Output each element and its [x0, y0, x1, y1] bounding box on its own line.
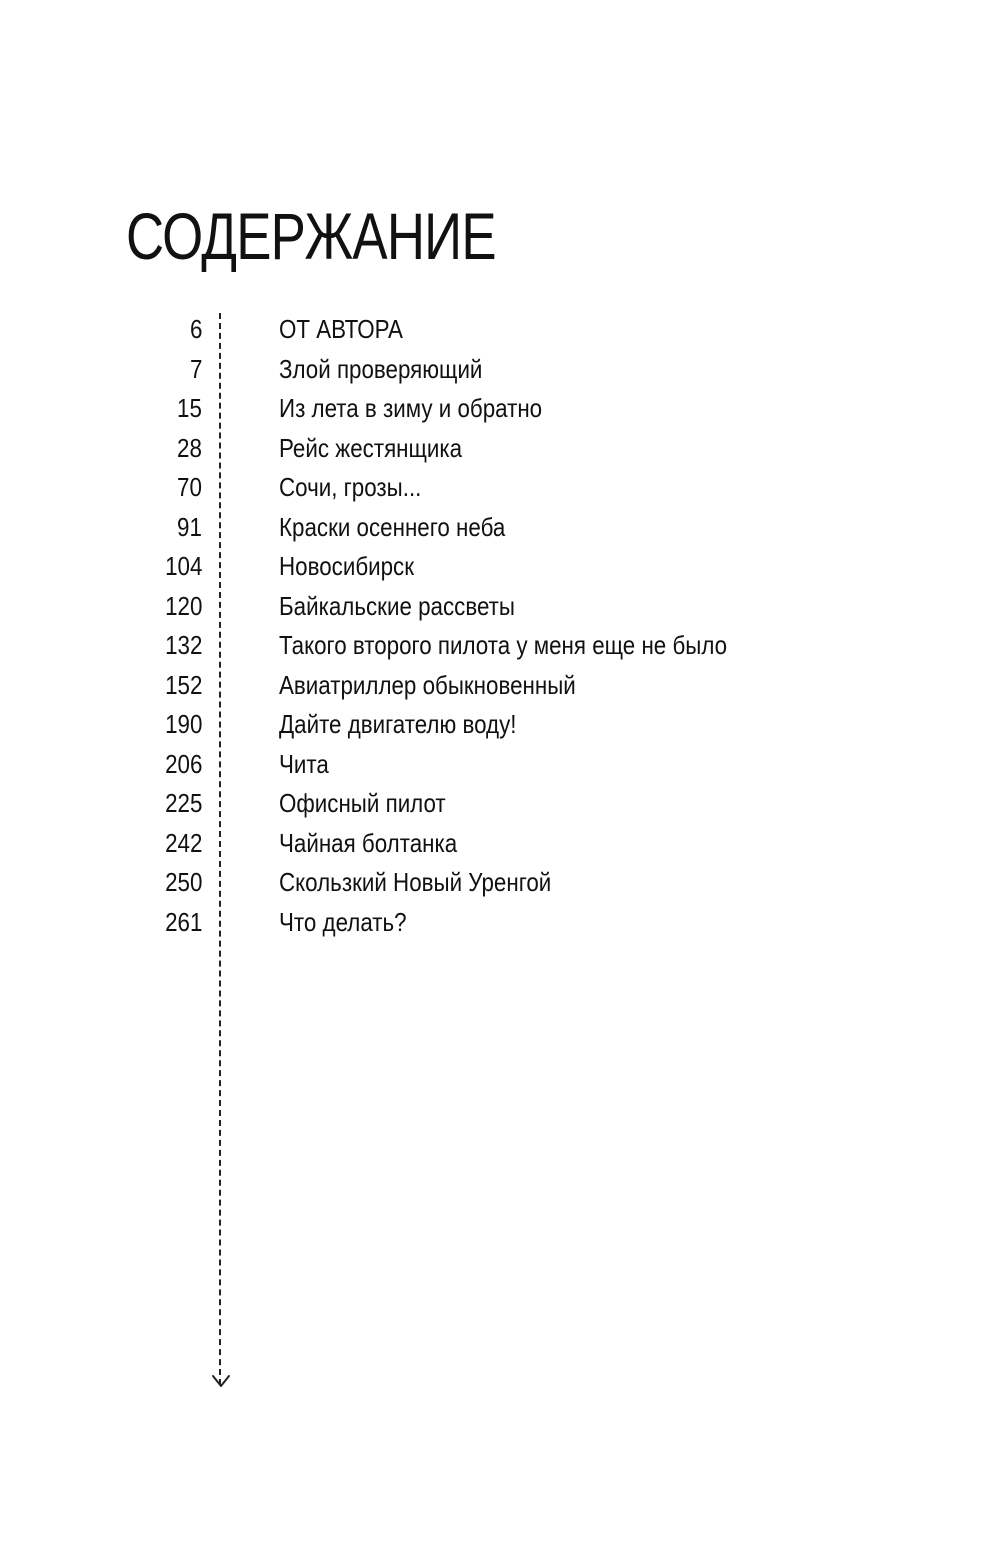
toc-page-number: 70: [177, 472, 202, 502]
toc-page-number: 15: [177, 393, 202, 423]
toc-chapter-title: Дайте двигателю воду!: [279, 709, 517, 739]
toc-chapter-title: Чита: [279, 748, 329, 779]
table-of-contents: [0, 309, 1000, 941]
toc-entry[interactable]: [0, 665, 1000, 705]
toc-entry[interactable]: [0, 349, 1000, 389]
toc-chapter-title: Авиатриллер обыкновенный: [279, 669, 576, 700]
toc-entry[interactable]: [0, 823, 1000, 863]
toc-chapter-title: Скользкий Новый Уренгой: [279, 867, 552, 897]
toc-page-number: 6: [189, 314, 202, 344]
toc-chapter-title: Из лета в зиму и обратно: [279, 393, 543, 423]
toc-entry[interactable]: [0, 586, 1000, 626]
toc-page-number: 190: [164, 709, 202, 739]
toc-chapter-title: ОТ АВТОРА: [279, 314, 403, 344]
toc-page-number: 206: [164, 748, 202, 779]
toc-page-number: 28: [177, 432, 202, 463]
toc-entry[interactable]: [0, 744, 1000, 784]
toc-page-number: 91: [177, 511, 202, 542]
toc-chapter-title: Байкальские рассветы: [279, 590, 515, 621]
toc-entry[interactable]: [0, 428, 1000, 468]
toc-chapter-title: Чайная болтанка: [279, 827, 458, 858]
toc-chapter-title: Краски осеннего неба: [279, 511, 506, 542]
toc-chapter-title: Новосибирск: [279, 551, 415, 581]
toc-page-number: 104: [164, 551, 202, 581]
toc-entry[interactable]: [0, 902, 1000, 942]
toc-page-number: 7: [189, 353, 202, 384]
toc-chapter-title: Что делать?: [279, 906, 407, 937]
toc-page-number: 132: [164, 630, 202, 660]
toc-chapter-title: Сочи, грозы...: [279, 472, 422, 502]
arrow-down-icon: [211, 1372, 231, 1390]
toc-chapter-title: Рейс жестянщика: [279, 432, 463, 463]
toc-page-number: 120: [164, 590, 202, 621]
toc-entry[interactable]: [0, 546, 1000, 586]
toc-entry[interactable]: [0, 467, 1000, 507]
toc-page-number: 261: [164, 906, 202, 937]
page-title: СОДЕРЖАНИЕ: [126, 199, 496, 273]
toc-page-number: 225: [164, 788, 202, 818]
toc-chapter-title: Такого второго пилота у меня еще не было: [279, 630, 728, 660]
toc-entry[interactable]: [0, 783, 1000, 823]
toc-entry[interactable]: [0, 309, 1000, 349]
toc-page-number: 152: [164, 669, 202, 700]
toc-entry[interactable]: [0, 704, 1000, 744]
toc-page-number: 250: [164, 867, 202, 897]
toc-entry[interactable]: [0, 862, 1000, 902]
dashed-divider-line: [219, 313, 221, 1385]
toc-entry[interactable]: [0, 625, 1000, 665]
toc-chapter-title: Офисный пилот: [279, 788, 446, 818]
toc-page-number: 242: [164, 827, 202, 858]
toc-chapter-title: Злой проверяющий: [279, 353, 483, 384]
toc-entry[interactable]: [0, 388, 1000, 428]
toc-entry[interactable]: [0, 507, 1000, 547]
